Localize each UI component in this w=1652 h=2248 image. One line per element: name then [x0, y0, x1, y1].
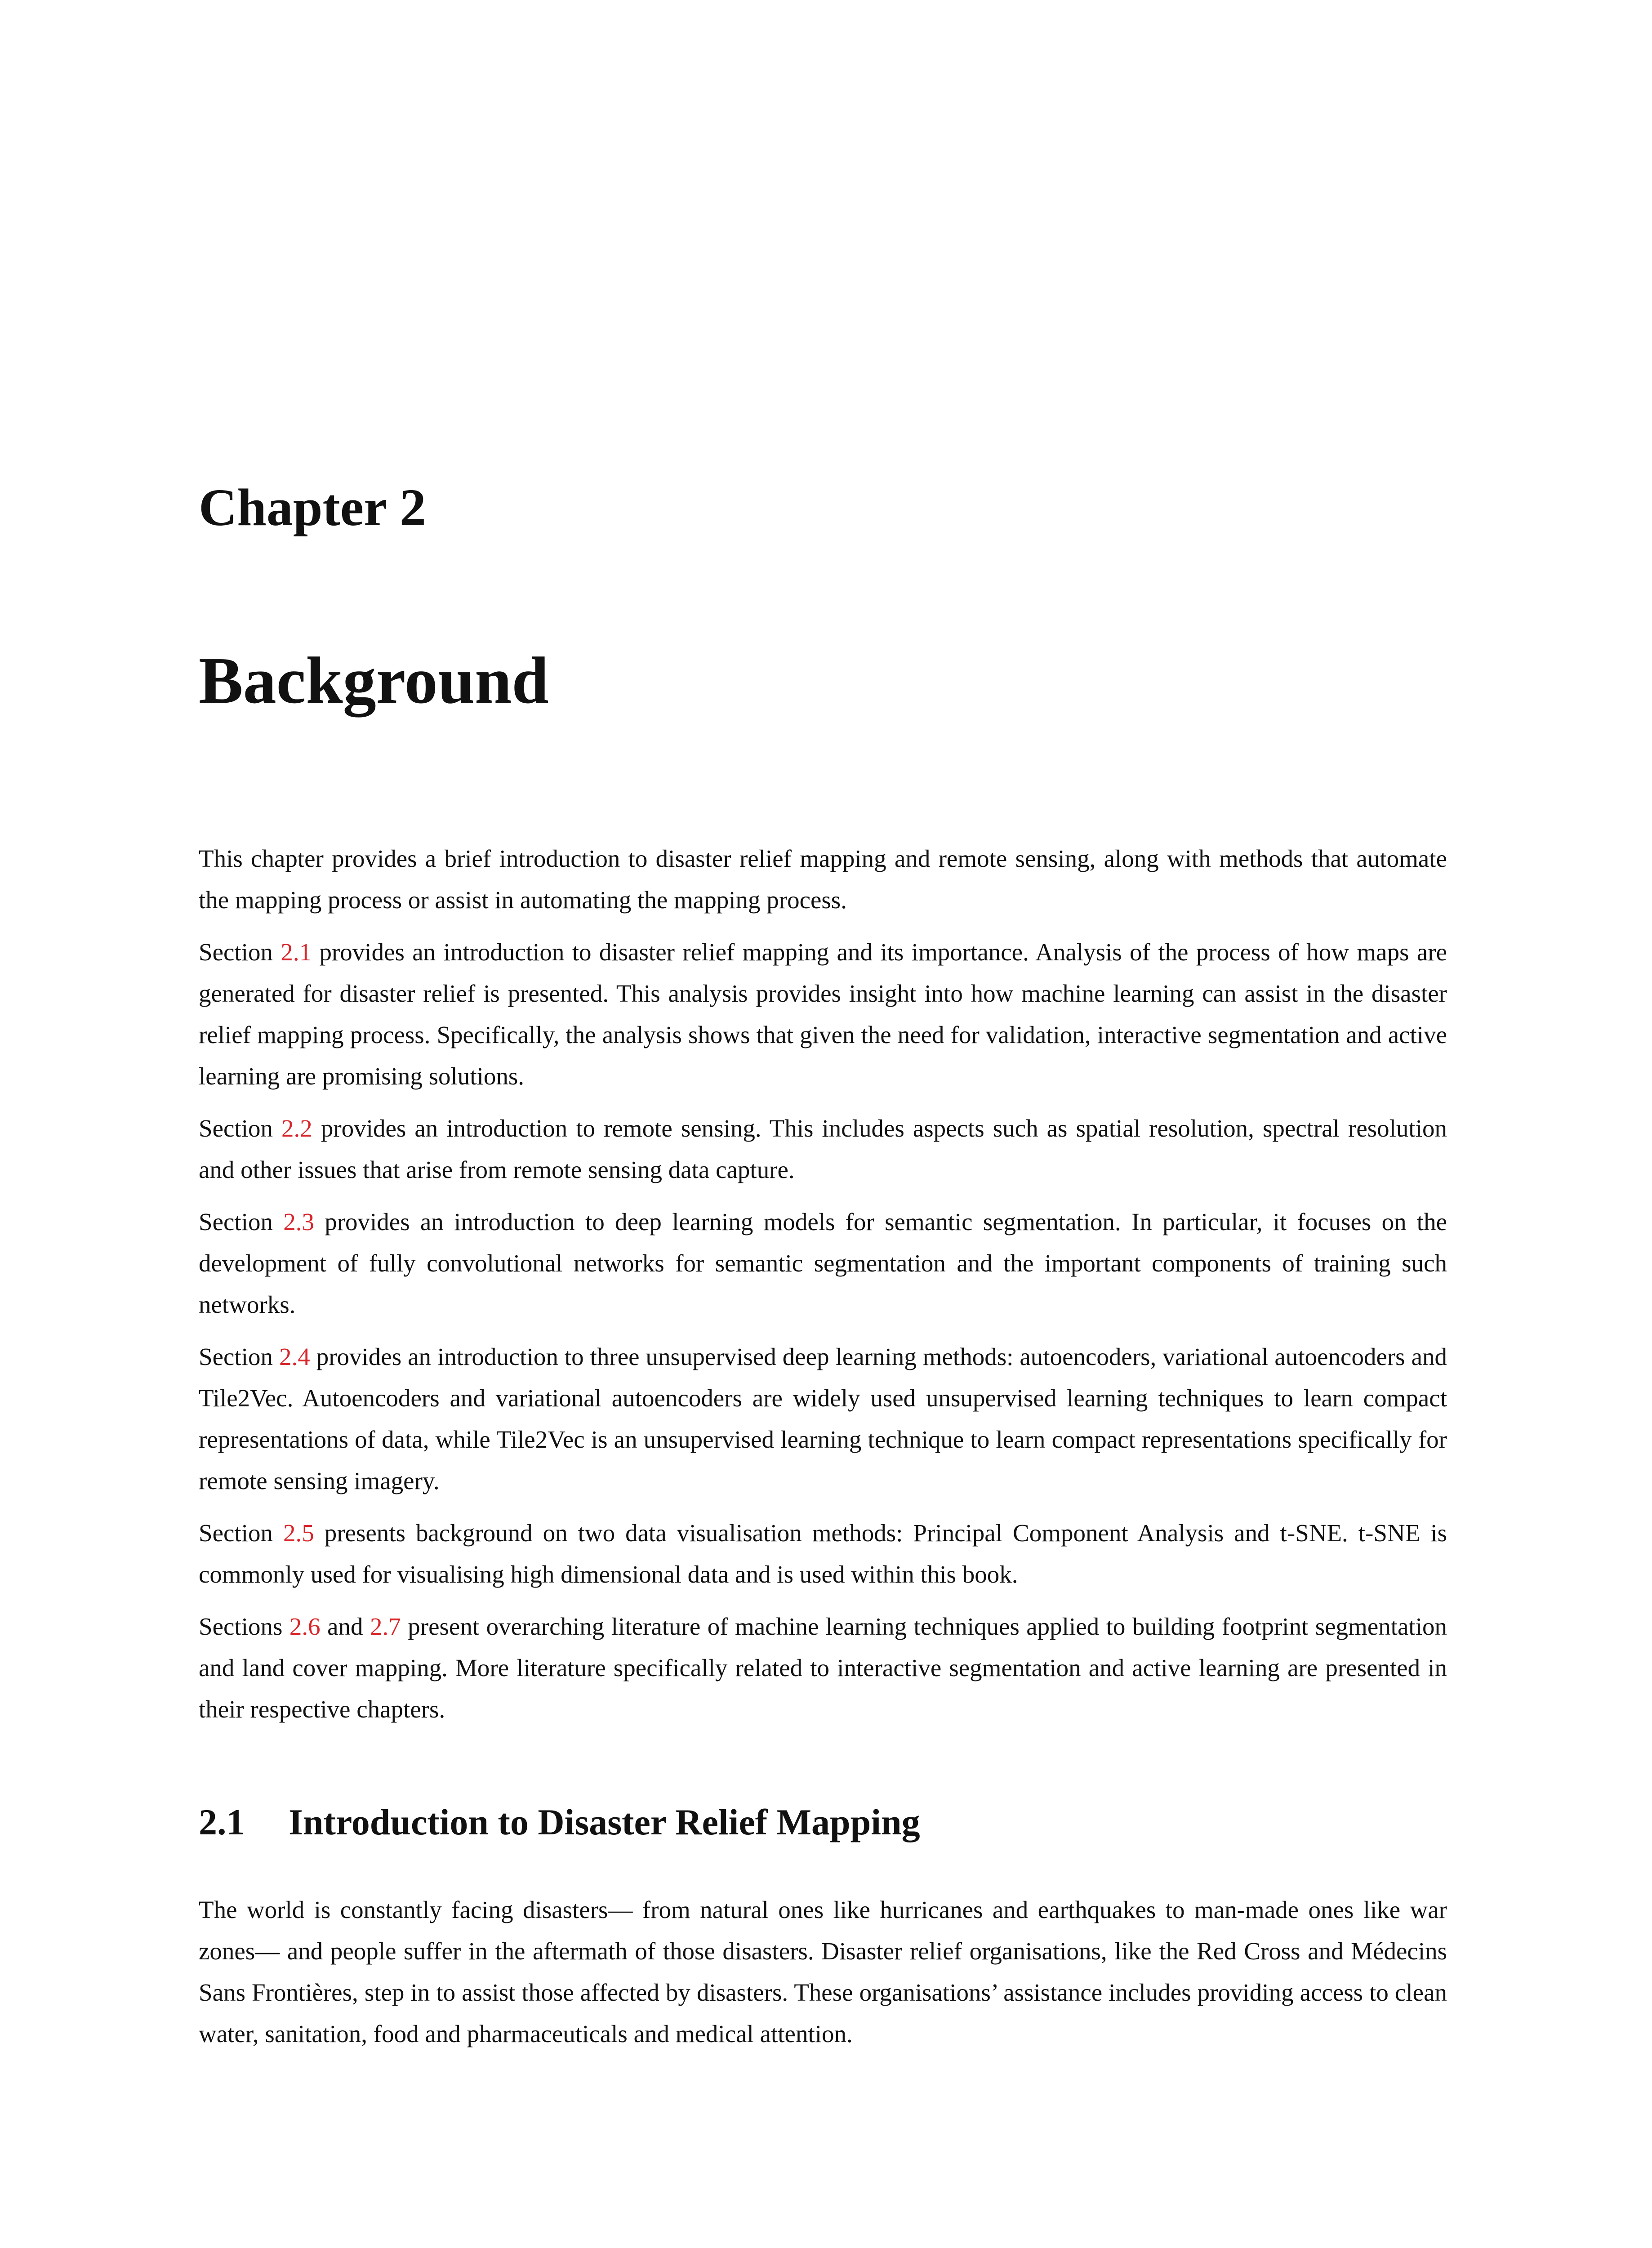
paragraph-text: provides an introduction to three unsupervised deep learning methods: autoencoders, variational autoencoders and Tile2Vec. Autoencoders and variational autoencoders are widely used unsupervised learning techniques to learn compact representations of data, while Tile2Vec is an unsupervised learning technique to learn compact representations specifically for remote sensing imagery.: [199, 1343, 1447, 1494]
intro-paragraph: [199, 1606, 1447, 1730]
chapter-title: Background: [199, 644, 549, 718]
section-2-2-link[interactable]: 2.2: [281, 1115, 312, 1142]
section-body: [199, 1889, 1447, 2065]
paragraph-text: and: [320, 1613, 370, 1640]
intro-paragraph: [199, 1336, 1447, 1502]
section-number: 2.1: [199, 1802, 245, 1842]
paragraph-text: Section: [199, 1115, 282, 1142]
paragraph-text: provides an introduction to deep learning models for semantic segmentation. In particular, it focuses on the development of fully convolutional networks for semantic segmentation and the important components of training such networks.: [199, 1208, 1447, 1318]
chapter-intro: [199, 838, 1447, 1741]
paragraph-text: Section: [199, 1519, 283, 1547]
chapter-label: Chapter 2: [199, 478, 426, 537]
section-2-6-link[interactable]: 2.6: [289, 1613, 321, 1640]
paragraph-text: Sections: [199, 1613, 289, 1640]
intro-paragraph: [199, 1512, 1447, 1595]
paragraph-text: Section: [199, 1343, 279, 1370]
paragraph-text: provides an introduction to remote sensing. This includes aspects such as spatial resolution, spectral resolution and other issues that arise from remote sensing data capture.: [199, 1115, 1447, 1183]
paragraph-text: Section: [199, 938, 281, 966]
paragraph-text: present overarching literature of machine learning techniques applied to building footprint segmentation and land cover mapping. More literature specifically related to interactive segmentation and active learning are presented in their respective chapters.: [199, 1613, 1447, 1723]
intro-paragraph: [199, 1201, 1447, 1325]
intro-paragraph: [199, 932, 1447, 1097]
section-2-1-link[interactable]: 2.1: [281, 938, 312, 966]
intro-paragraph: [199, 838, 1447, 921]
paragraph-text: provides an introduction to disaster relief mapping and its importance. Analysis of the process of how maps are generated for disaster relief is presented. This analysis provides insight into how machine learning can assist in the disaster relief mapping process. Specifically, the analysis shows that given the need for validation, interactive segmentation and active learning are promising solutions.: [199, 938, 1447, 1090]
section-2-3-link[interactable]: 2.3: [283, 1208, 314, 1236]
section-paragraph: [199, 1889, 1447, 2055]
section-2-7-link[interactable]: 2.7: [370, 1613, 401, 1640]
section-heading: [199, 1804, 920, 1841]
paragraph-text: The world is constantly facing disasters— from natural ones like hurricanes and earthquakes to man-made ones like war zones— and people suffer in the aftermath of those disasters. Disaster relief organisations, like the Red Cross and Médecins Sans Frontières, step in to assist those affected by disasters. These organisations’ assistance includes providing access to clean water, sanitation, food and pharmaceuticals and medical attention.: [199, 1896, 1447, 2047]
section-2-4-link[interactable]: 2.4: [279, 1343, 310, 1370]
section-2-5-link[interactable]: 2.5: [283, 1519, 314, 1547]
section-title: Introduction to Disaster Relief Mapping: [289, 1802, 920, 1842]
paragraph-text: This chapter provides a brief introduction to disaster relief mapping and remote sensing, along with methods that automate the mapping process or assist in automating the mapping process.: [199, 845, 1447, 914]
paragraph-text: Section: [199, 1208, 284, 1236]
intro-paragraph: [199, 1108, 1447, 1191]
paragraph-text: presents background on two data visualisation methods: Principal Component Analysis and t-SNE. t-SNE is commonly used for visualising high dimensional data and is used within this book.: [199, 1519, 1447, 1588]
